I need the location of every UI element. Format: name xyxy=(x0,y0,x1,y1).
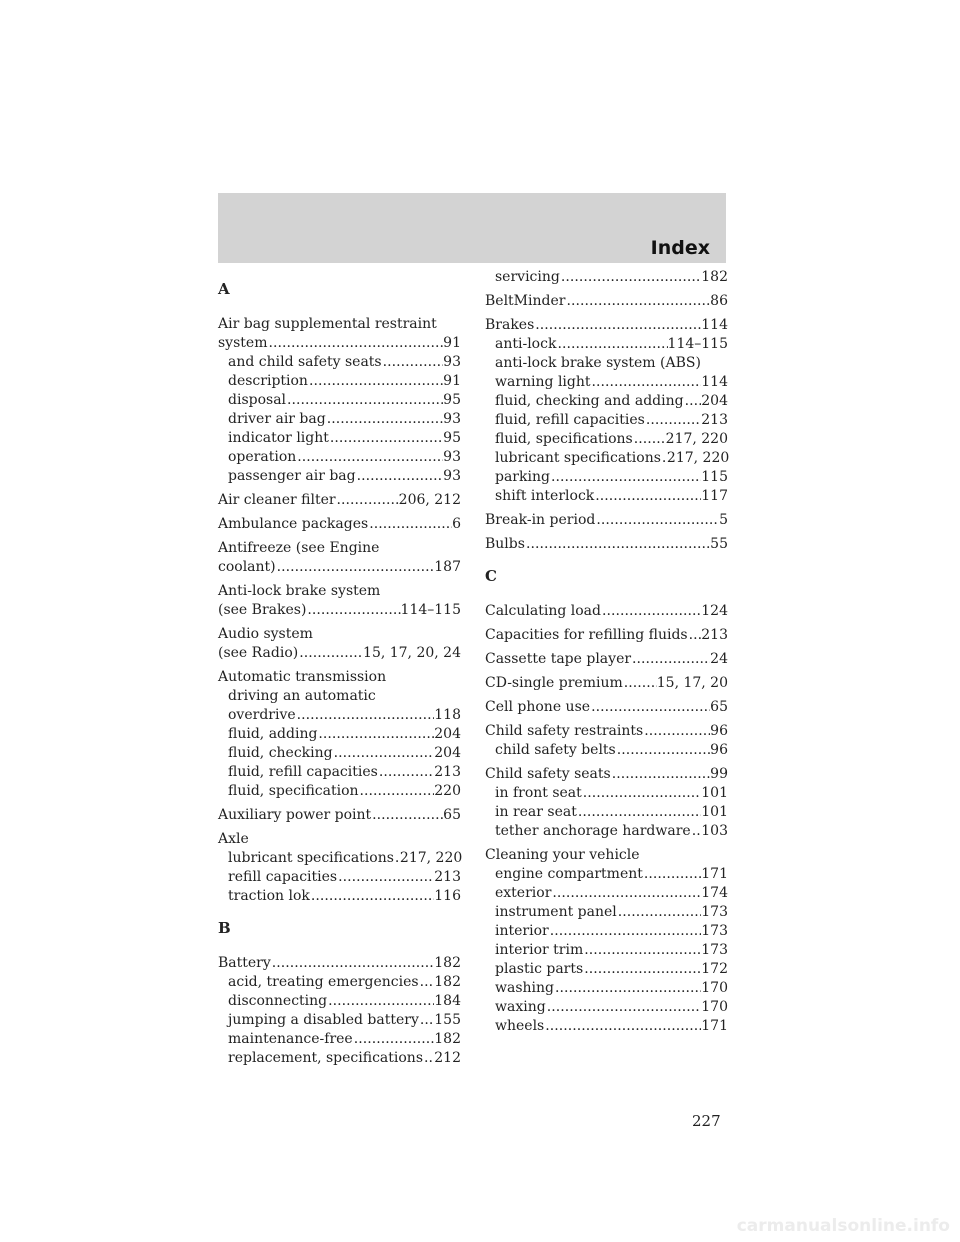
index-entry xyxy=(218,582,461,620)
index-subentry-line xyxy=(485,865,728,884)
index-term: instrument panel xyxy=(495,904,617,920)
index-term: Auxiliary power point xyxy=(218,807,372,823)
index-entry-line xyxy=(485,316,728,335)
dot-leader xyxy=(296,448,443,467)
index-term: fluid, checking and adding xyxy=(495,393,684,409)
index-entry-line xyxy=(485,674,728,693)
index-page-ref: 213 xyxy=(701,627,728,643)
index-term: warning light xyxy=(495,374,591,390)
index-page-ref: 182 xyxy=(434,1031,461,1047)
index-page-ref: 117 xyxy=(701,488,728,504)
index-page-ref: 173 xyxy=(701,942,728,958)
dot-leader xyxy=(601,602,701,621)
index-page-ref: 91 xyxy=(443,373,461,389)
index-subentry-line xyxy=(218,429,461,448)
index-subentry-line xyxy=(485,392,728,411)
index-term: Automatic transmission xyxy=(218,669,387,685)
dot-leader xyxy=(550,468,701,487)
index-column-left xyxy=(218,268,461,1073)
index-term: Antifreeze (see Engine xyxy=(218,540,380,556)
dot-leader xyxy=(296,706,435,725)
index-page-ref: 182 xyxy=(434,955,461,971)
index-term: disconnecting xyxy=(228,993,328,1009)
index-subentry-line xyxy=(485,803,728,822)
index-page-ref: 86 xyxy=(710,293,728,309)
index-page-ref: 5 xyxy=(719,512,728,528)
index-entry-line xyxy=(218,582,461,601)
index-page-ref: 171 xyxy=(701,1018,728,1034)
dot-leader xyxy=(382,353,444,372)
index-subentry-line xyxy=(218,448,461,467)
index-entry xyxy=(485,602,728,621)
index-entry xyxy=(485,650,728,669)
index-page-ref: 155 xyxy=(434,1012,461,1028)
index-term: coolant) xyxy=(218,559,276,575)
index-page-ref: 101 xyxy=(701,804,728,820)
index-page-ref: 213 xyxy=(434,764,461,780)
index-page-ref: 213 xyxy=(701,412,728,428)
dot-leader xyxy=(336,491,399,510)
index-page-ref: 187 xyxy=(434,559,461,575)
index-term: washing xyxy=(495,980,554,996)
index-subentry-line xyxy=(485,960,728,979)
index-subentry-line xyxy=(218,782,461,801)
index-page-ref: 173 xyxy=(701,923,728,939)
dot-leader xyxy=(326,410,443,429)
index-entry xyxy=(485,511,728,530)
index-subentry-line xyxy=(218,763,461,782)
index-term: (see Radio) xyxy=(218,645,299,661)
index-entry-line xyxy=(485,292,728,311)
index-subentry-line xyxy=(485,784,728,803)
index-term: Ambulance packages xyxy=(218,516,369,532)
index-page-ref: 220 xyxy=(434,783,461,799)
index-page-ref: 204 xyxy=(434,726,461,742)
dot-leader xyxy=(645,411,701,430)
index-subentry-line xyxy=(218,706,461,725)
index-subentry-line xyxy=(485,903,728,922)
index-page-ref: 96 xyxy=(710,723,728,739)
index-subentry-line xyxy=(485,354,728,373)
index-term: Brakes xyxy=(485,317,535,333)
index-page-ref: 65 xyxy=(710,699,728,715)
index-subentry-line xyxy=(485,335,728,354)
dot-leader xyxy=(356,467,444,486)
index-term: Battery xyxy=(218,955,271,971)
index-term: tether anchorage hardware xyxy=(495,823,691,839)
index-entry xyxy=(485,292,728,311)
index-entry xyxy=(218,668,461,801)
index-term: engine compartment xyxy=(495,866,643,882)
index-page-ref: 206, 212 xyxy=(398,492,461,508)
index-subentry-line xyxy=(218,1011,461,1030)
index-subentry-line xyxy=(218,849,461,868)
index-page-ref: 115 xyxy=(701,469,728,485)
index-entry xyxy=(485,846,728,1036)
header-band xyxy=(218,193,726,263)
index-term: Child safety seats xyxy=(485,766,611,782)
dot-leader xyxy=(590,698,710,717)
index-page-ref: 93 xyxy=(443,449,461,465)
index-term: and child safety seats xyxy=(228,354,382,370)
dot-leader xyxy=(591,373,702,392)
watermark: carmanualsonline.info xyxy=(736,1216,950,1236)
dot-leader xyxy=(525,535,710,554)
dot-leader xyxy=(534,316,701,335)
index-term: in front seat xyxy=(495,785,582,801)
index-page-ref: 204 xyxy=(701,393,728,409)
dot-leader xyxy=(419,973,435,992)
index-page-ref: 170 xyxy=(701,980,728,996)
index-page-ref: 15, 17, 20, 24 xyxy=(363,645,461,661)
index-term: anti-lock brake system (ABS) xyxy=(495,355,701,371)
index-page-ref: 103 xyxy=(701,823,728,839)
index-column-right xyxy=(485,268,728,1041)
dot-leader xyxy=(684,392,702,411)
index-subentry-line xyxy=(485,922,728,941)
index-term: servicing xyxy=(495,269,560,285)
index-term: child safety belts xyxy=(495,742,616,758)
index-term: driving an automatic xyxy=(228,688,376,704)
dot-leader xyxy=(560,268,701,287)
index-page-ref: 99 xyxy=(710,766,728,782)
index-subentry-line xyxy=(485,487,728,506)
dot-leader xyxy=(611,765,710,784)
dot-leader xyxy=(595,511,719,530)
dot-leader xyxy=(276,558,435,577)
index-term: wheels xyxy=(495,1018,545,1034)
index-term: Break-in period xyxy=(485,512,596,528)
index-page-ref: 6 xyxy=(452,516,461,532)
dot-leader xyxy=(419,1011,434,1030)
index-subentry-line xyxy=(218,992,461,1011)
index-entry-line xyxy=(218,954,461,973)
index-page-ref: 95 xyxy=(443,392,461,408)
index-entry xyxy=(485,316,728,506)
index-term: passenger air bag xyxy=(228,468,356,484)
index-term: Air cleaner filter xyxy=(218,492,336,508)
index-page-ref: 184 xyxy=(434,993,461,1009)
index-term: description xyxy=(228,373,308,389)
index-term: Child safety restraints xyxy=(485,723,644,739)
index-term: acid, treating emergencies xyxy=(228,974,419,990)
index-page-ref: 101 xyxy=(701,785,728,801)
dot-leader xyxy=(317,725,434,744)
index-entry-line xyxy=(485,535,728,554)
index-entry xyxy=(485,268,728,287)
dot-leader xyxy=(583,960,701,979)
dot-leader xyxy=(556,335,667,354)
index-subentry-line xyxy=(485,979,728,998)
index-entry-line xyxy=(485,698,728,717)
dot-leader xyxy=(617,903,702,922)
index-entry-line xyxy=(218,334,461,353)
index-section-letter: A xyxy=(218,280,230,298)
dot-leader xyxy=(546,998,702,1017)
index-entry-line xyxy=(218,668,461,687)
index-page-ref: 116 xyxy=(434,888,461,904)
index-term: CD-single premium xyxy=(485,675,623,691)
index-term: Axle xyxy=(218,831,249,847)
index-page-ref: 204 xyxy=(434,745,461,761)
index-page-ref: 93 xyxy=(443,354,461,370)
index-term: anti-lock xyxy=(495,336,557,352)
index-page-ref: 182 xyxy=(434,974,461,990)
dot-leader xyxy=(310,887,434,906)
index-subentry-line xyxy=(485,1017,728,1036)
index-page-ref: 65 xyxy=(443,807,461,823)
index-entry-line xyxy=(485,602,728,621)
index-page-ref: 114–115 xyxy=(667,336,728,352)
dot-leader xyxy=(353,1030,435,1049)
index-entry-line xyxy=(485,722,728,741)
index-entry-line xyxy=(485,650,728,669)
index-entry xyxy=(485,698,728,717)
index-page-ref: 170 xyxy=(701,999,728,1015)
index-page-ref: 172 xyxy=(701,961,728,977)
index-entry xyxy=(485,722,728,760)
index-page-ref: 213 xyxy=(434,869,461,885)
index-term: parking xyxy=(495,469,550,485)
dot-leader xyxy=(286,391,443,410)
index-entry-line xyxy=(485,765,728,784)
index-subentry-line xyxy=(485,373,728,392)
index-term: Capacities for refilling fluids xyxy=(485,627,688,643)
dot-leader xyxy=(298,644,363,663)
index-subentry-line xyxy=(218,467,461,486)
index-entry xyxy=(485,765,728,841)
dot-leader xyxy=(583,941,701,960)
index-entry-line xyxy=(218,806,461,825)
index-subentry-line xyxy=(485,449,728,468)
index-page-ref: 91 xyxy=(443,335,461,351)
index-entry-line xyxy=(218,601,461,620)
dot-leader xyxy=(378,763,434,782)
index-entry xyxy=(485,626,728,645)
index-page-ref: 212 xyxy=(434,1050,461,1066)
index-subentry-line xyxy=(485,741,728,760)
index-page-ref: 114 xyxy=(701,374,728,390)
dot-leader xyxy=(616,741,710,760)
dot-leader xyxy=(691,822,702,841)
index-term: Calculating load xyxy=(485,603,601,619)
index-term: shift interlock xyxy=(495,488,595,504)
index-term: (see Brakes) xyxy=(218,602,307,618)
dot-leader xyxy=(333,744,435,763)
index-subentry-line xyxy=(218,887,461,906)
index-term: jumping a disabled battery xyxy=(228,1012,419,1028)
index-term: exterior xyxy=(495,885,552,901)
index-term: fluid, specifications xyxy=(495,431,633,447)
index-term: replacement, specifications xyxy=(228,1050,424,1066)
index-term: traction lok xyxy=(228,888,310,904)
index-subentry-line xyxy=(485,998,728,1017)
index-term: refill capacities xyxy=(228,869,338,885)
index-entry-line xyxy=(218,644,461,663)
index-term: Air bag supplemental restraint xyxy=(218,316,437,332)
index-page-ref: 114–115 xyxy=(400,602,461,618)
index-subentry-line xyxy=(485,822,728,841)
dot-leader xyxy=(551,884,701,903)
index-page-ref: 124 xyxy=(701,603,728,619)
index-term: Cassette tape player xyxy=(485,651,632,667)
dot-leader xyxy=(643,722,710,741)
index-entry xyxy=(485,535,728,554)
dot-leader xyxy=(594,487,701,506)
dot-leader xyxy=(554,979,701,998)
dot-leader xyxy=(329,429,443,448)
index-term: interior trim xyxy=(495,942,584,958)
index-entry-line xyxy=(218,558,461,577)
dot-leader xyxy=(631,650,710,669)
index-term: BeltMinder xyxy=(485,293,566,309)
dot-leader xyxy=(327,992,434,1011)
index-entry-line xyxy=(485,846,728,865)
index-entry-line xyxy=(485,511,728,530)
index-term: Anti-lock brake system xyxy=(218,583,381,599)
index-subentry-line xyxy=(218,1049,461,1068)
index-entry-line xyxy=(218,491,461,510)
index-page-ref: 95 xyxy=(443,430,461,446)
index-term: plastic parts xyxy=(495,961,584,977)
dot-leader xyxy=(577,803,701,822)
index-page-ref: 96 xyxy=(710,742,728,758)
index-page-ref: 55 xyxy=(710,536,728,552)
index-page-ref: 217, 220 xyxy=(399,850,463,866)
index-subentry-line xyxy=(218,410,461,429)
index-subentry-line xyxy=(218,725,461,744)
index-term: disposal xyxy=(228,392,287,408)
index-term: fluid, refill capacities xyxy=(495,412,645,428)
index-entry xyxy=(218,806,461,825)
index-entry-line xyxy=(485,626,728,645)
index-term: driver air bag xyxy=(228,411,326,427)
index-subentry-line xyxy=(485,884,728,903)
index-subentry-line xyxy=(485,411,728,430)
index-page-ref: 182 xyxy=(701,269,728,285)
index-entry xyxy=(218,315,461,486)
index-entry xyxy=(218,491,461,510)
index-subentry-line xyxy=(485,941,728,960)
index-entry xyxy=(218,954,461,1068)
index-entry xyxy=(485,674,728,693)
index-term: fluid, specification xyxy=(228,783,359,799)
index-term: maintenance-free xyxy=(228,1031,353,1047)
index-term: lubricant specifications xyxy=(228,850,394,866)
dot-leader xyxy=(423,1049,434,1068)
index-term: indicator light xyxy=(228,430,329,446)
index-subentry-line xyxy=(218,868,461,887)
index-subentry-line xyxy=(218,1030,461,1049)
index-entry-line xyxy=(218,830,461,849)
dot-leader xyxy=(643,865,701,884)
dot-leader xyxy=(623,674,657,693)
index-page-ref: 114 xyxy=(701,317,728,333)
index-section-letter: C xyxy=(485,567,497,585)
index-entry-line xyxy=(218,515,461,534)
index-term: lubricant specifications xyxy=(495,450,661,466)
dot-leader xyxy=(271,954,434,973)
index-entry-line xyxy=(218,625,461,644)
dot-leader xyxy=(549,922,702,941)
index-page-ref: 173 xyxy=(701,904,728,920)
index-entry xyxy=(218,625,461,663)
index-entry xyxy=(218,539,461,577)
index-subentry-line xyxy=(485,430,728,449)
dot-leader xyxy=(267,334,443,353)
index-entry-line xyxy=(218,539,461,558)
index-term: fluid, adding xyxy=(228,726,318,742)
index-subentry-line xyxy=(218,687,461,706)
dot-leader xyxy=(688,626,702,645)
index-term: Cell phone use xyxy=(485,699,591,715)
index-term: fluid, checking xyxy=(228,745,333,761)
index-page-ref: 174 xyxy=(701,885,728,901)
dot-leader xyxy=(565,292,710,311)
index-subentry-line xyxy=(218,391,461,410)
index-term: fluid, refill capacities xyxy=(228,764,378,780)
index-entry xyxy=(218,830,461,906)
index-subentry-line xyxy=(485,468,728,487)
index-page-ref: 171 xyxy=(701,866,728,882)
index-term: operation xyxy=(228,449,297,465)
index-subentry-line xyxy=(218,973,461,992)
index-term: system xyxy=(218,335,268,351)
index-term: Audio system xyxy=(218,626,313,642)
index-term: overdrive xyxy=(228,707,296,723)
index-page-ref: 118 xyxy=(434,707,461,723)
index-page-ref: 217, 220 xyxy=(666,450,730,466)
dot-leader xyxy=(544,1017,701,1036)
index-section-letter: B xyxy=(218,919,231,937)
index-entry xyxy=(218,515,461,534)
index-page-ref: 24 xyxy=(710,651,728,667)
dot-leader xyxy=(633,430,666,449)
dot-leader xyxy=(306,601,400,620)
dot-leader xyxy=(337,868,434,887)
index-subentry-line xyxy=(218,372,461,391)
dot-leader xyxy=(582,784,701,803)
dot-leader xyxy=(371,806,443,825)
index-term: waxing xyxy=(495,999,546,1015)
index-page-ref: 93 xyxy=(443,411,461,427)
index-page-ref: 93 xyxy=(443,468,461,484)
page-number: 227 xyxy=(692,1112,721,1130)
index-term: in rear seat xyxy=(495,804,577,820)
index-page-ref: 217, 220 xyxy=(665,431,728,447)
index-subentry-line xyxy=(218,744,461,763)
index-page-ref: 15, 17, 20 xyxy=(656,675,728,691)
dot-leader xyxy=(359,782,435,801)
index-term: interior xyxy=(495,923,549,939)
dot-leader xyxy=(308,372,443,391)
page-title: Index xyxy=(650,237,710,259)
index-term: Bulbs xyxy=(485,536,525,552)
dot-leader xyxy=(368,515,452,534)
index-subentry-line xyxy=(485,268,728,287)
index-entry-line xyxy=(218,315,461,334)
index-term: Cleaning your vehicle xyxy=(485,847,640,863)
index-subentry-line xyxy=(218,353,461,372)
